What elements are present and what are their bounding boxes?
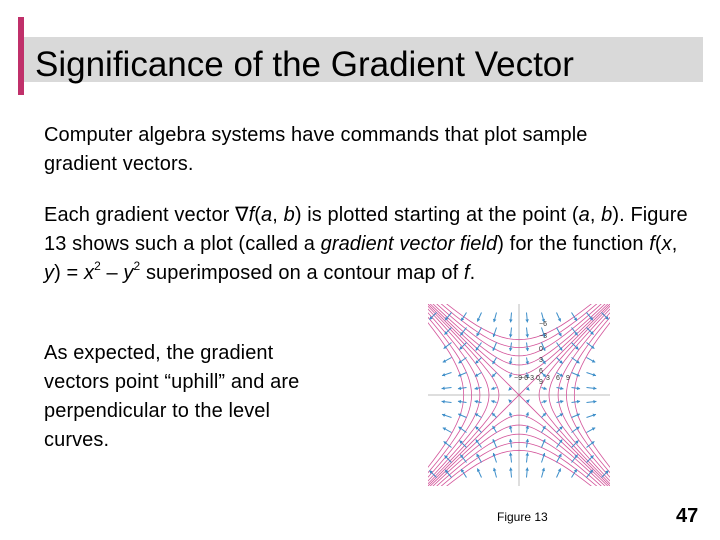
text-run: ) is plotted starting at the point (	[294, 204, 579, 226]
contour-label: 0	[539, 346, 543, 353]
math-b: b	[283, 204, 295, 226]
math-b: b	[601, 204, 613, 226]
gradient-arrowhead	[525, 468, 529, 471]
exponent: 2	[94, 259, 101, 273]
gradient-arrowhead	[509, 468, 513, 471]
gradient-arrowhead	[525, 319, 529, 322]
gradient-arrowhead	[509, 334, 513, 337]
paragraph-uphill: As expected, the gradient vectors point “uphill” and are perpendicular to the level curves.	[44, 342, 300, 451]
math-y: y	[123, 262, 134, 284]
slide-title: Significance of the Gradient Vector	[35, 45, 574, 84]
math-x: x	[661, 233, 672, 255]
contour-label: 3	[546, 375, 550, 382]
contour-label: 9	[539, 379, 543, 386]
gradient-field-figure	[428, 304, 610, 486]
math-f: f	[649, 233, 655, 255]
text-run: ). Figure 13 shows such a plot (called a	[44, 204, 688, 255]
text-run: ,	[671, 233, 678, 255]
term-gradient-vector-field: gradient vector field	[320, 233, 498, 255]
title-accent-line	[18, 17, 24, 95]
gradient-arrowhead	[525, 334, 529, 337]
contour-label: −3	[539, 333, 547, 340]
text-run: (	[254, 204, 262, 226]
contour-label: −3	[526, 375, 534, 382]
gradient-arrowhead	[493, 468, 496, 471]
contour-label: −6	[539, 321, 547, 328]
contour-label: 9	[566, 375, 570, 382]
gradient-arrowhead	[509, 319, 513, 322]
text-run: superimposed on a contour map of	[140, 262, 464, 284]
text-run: ) for the function	[497, 233, 650, 255]
paragraph-cas: Computer algebra systems have commands that plot sample gradient vectors.	[44, 124, 588, 175]
figure-caption: Figure 13	[497, 510, 548, 524]
contour-label: 0	[536, 375, 540, 382]
math-f: f	[463, 262, 470, 284]
contour-label: 6	[539, 368, 543, 375]
gradient-arrowhead	[493, 319, 496, 322]
gradient-arrowhead	[442, 386, 445, 390]
math-f: f	[248, 204, 255, 226]
gradient-arrowhead	[593, 400, 596, 404]
contour-label: 6	[556, 375, 560, 382]
text-run: .	[469, 262, 476, 284]
paragraph-gradient-plot	[44, 201, 694, 288]
text-run: (	[654, 233, 662, 255]
text-run: –	[100, 262, 124, 284]
text-run: ,	[272, 204, 284, 226]
contour-label: −9	[514, 375, 522, 382]
text-run: ) =	[54, 262, 84, 284]
gradient-arrowhead	[593, 386, 596, 390]
gradient-arrowhead	[525, 453, 529, 456]
gradient-arrowhead	[542, 468, 545, 471]
exponent: 2	[133, 259, 141, 273]
gradient-arrowhead	[509, 453, 513, 456]
math-y: y	[44, 262, 55, 284]
nabla-symbol: ∇	[235, 204, 249, 226]
title-bar	[18, 17, 703, 95]
math-x: x	[83, 262, 95, 284]
text-run: Each gradient vector	[44, 204, 236, 226]
math-a: a	[578, 204, 590, 226]
contour-label: 3	[539, 357, 543, 364]
page-number: 47	[676, 505, 699, 527]
text-run: ,	[589, 204, 602, 226]
contour-label: −6	[520, 375, 528, 382]
math-a: a	[261, 204, 273, 226]
gradient-arrowhead	[442, 400, 445, 404]
